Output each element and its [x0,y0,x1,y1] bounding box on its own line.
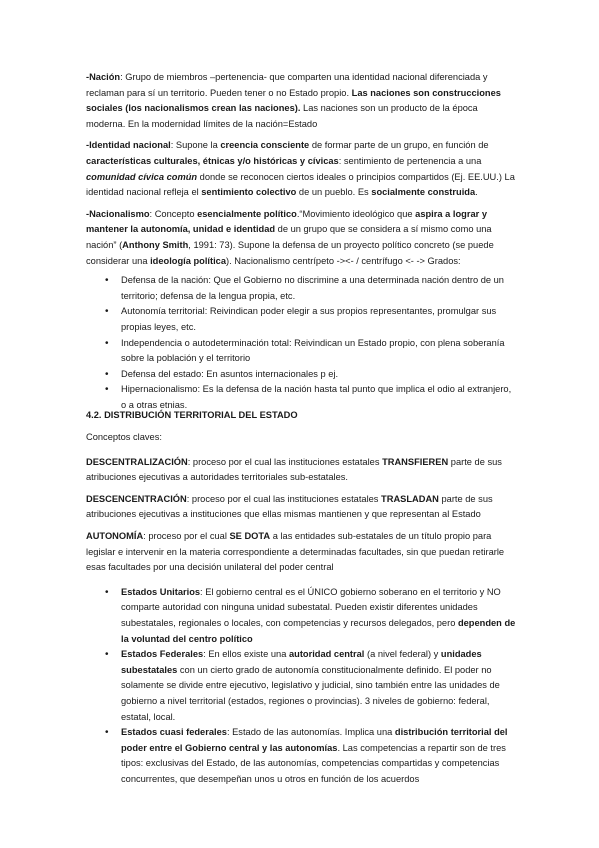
text-run: Las naciones son construcciones sociales (los nacionalismos crean las naciones). [86,87,501,114]
text-run: : Grupo de miembros –pertenencia- que comparten una identidad nacional diferenciada y reclaman para sí un territorio. Pueden tener o no Estado propio. [86,72,488,98]
text-run: : Supone la [170,140,221,151]
document-page [86,70,516,788]
text-run: donde se reconocen ciertos ideales o principios compartidos (Ej. EE.UU.) La identidad nacional refleja el [86,171,515,198]
text-run: -Nacionalismo [86,208,150,219]
text-run: Estados Federales [121,649,204,660]
text-run: creencia consciente [220,140,310,151]
text-run: de un pueblo. Es [296,187,372,198]
text-run: a las entidades sub-estatales de un título propio para legislar e intervenir en la materia correspondiente a determinadas facultades, sin que puedan retirarle esas facultades por una decisión unilateral del poder central [86,531,505,573]
paragraph-identidad-nacional [86,138,516,200]
text-run: socialmente construida [371,187,476,198]
list-item-estados-unitarios [121,585,516,647]
text-run: : sentimiento de pertenencia a una [338,155,482,166]
definition-descentralizacion [86,455,516,486]
text-run: -Identidad nacional [86,140,171,151]
list-item: • Defensa del estado: En asuntos internacionales p ej. [121,367,516,383]
text-run: DESCENCENTRACIÓN [86,493,187,504]
text-run: . Las competencias a repartir son de tres tipos: exclusivas del Estado, de las autonomías, competencias compartidas y competencias concurrentes, que desempeñan unos u otros en función de los acuerdos [121,742,506,784]
text-run: : En ellos existe una [203,649,289,660]
text-run: : proceso por el cual las instituciones estatales [187,456,383,467]
text-run: comunidad cívica común [86,171,198,182]
list-item: • Hipernacionalismo: Es la defensa de la nación hasta tal punto que implica el odio al extranjero, o a otras etnias. [121,382,516,413]
paragraph-nacion [86,70,516,132]
text-run: con un cierto grado de autonomía constitucionalmente definido. El poder no solamente se divide entre ejecutivo, legislativo y judicial, sino también entre las unidades de gobierno a nivel territorial (estados, regiones o provincias). 3 niveles de gobierno: federal, estatal, local. [121,664,500,722]
text-run: Estados cuasi federales [121,727,227,738]
definition-autonomia [86,529,516,576]
section-heading: 4.2. DISTRIBUCIÓN TERRITORIAL DEL ESTADO [86,410,298,421]
list-item: • Autonomía territorial: Reivindican poder elegir a sus propios representantes, promulgar sus propias leyes, etc. [121,304,516,335]
text-run: ). Nacionalismo centrípeto -><- / centrífugo <- -> Grados: [226,255,461,266]
text-run: : El gobierno central es el ÚNICO gobierno soberano en el territorio y NO comparte autoridad con ninguna unidad subestatal. Pueden existir diferentes unidades subestatales, regionales o locales, con competencias y recursos delegados, pero [121,586,501,628]
text-run: de un grupo que se considera a sí mismo como una nación” ( [86,224,492,250]
estados-list [86,585,516,788]
text-run: Anthony Smith [122,239,189,250]
text-run: . [475,187,478,198]
text-run: características culturales, étnicas y/o históricas y cívicas [86,155,339,166]
text-run: ideología política [150,255,227,266]
text-run: , 1991: 73). Supone la defensa de un proyecto político concreto (se puede considerar una [86,239,494,266]
paragraph-nacionalismo [86,207,516,269]
text-run: : proceso por el cual las instituciones estatales [186,493,382,504]
text-run: TRASLADAN [381,493,439,504]
text-run: Estados Unitarios [121,586,201,597]
conceptos-label: Conceptos claves: [86,432,162,443]
text-run: SE DOTA [229,531,271,542]
text-run: DESCENTRALIZACIÓN [86,456,188,467]
text-run: dependen de la voluntad del centro político [121,618,516,644]
text-run: Las naciones son un producto de la época moderna. En la modernidad límites de la nación=Estado [86,103,478,129]
text-run: : Estado de las autonomías. Implica una [226,727,395,738]
text-run: TRANSFIEREN [382,456,449,467]
list-item-estados-cuasi-federales [121,725,516,787]
text-run: AUTONOMÍA [86,531,144,542]
text-run: -Nación [86,72,121,82]
text-run: aspira a lograr y mantener la autonomía, unidad e identidad [86,208,487,235]
list-item-estados-federales [121,647,516,725]
grados-list [86,273,516,413]
list-item: • Defensa de la nación: Que el Gobierno no discrimine a una determinada nación dentro de un territorio; defensa de la lengua propia, etc. [121,273,516,304]
text-run: parte de sus atribuciones ejecutivas a instituciones que ellas mismas mantienen y que representan al Estado [86,493,493,520]
text-run: autoridad central [288,649,365,660]
text-run: distribución territorial del poder entre el Gobierno central y las autonomías [121,727,508,753]
text-run: : Concepto [149,208,198,219]
definition-desconcentracion [86,492,516,523]
text-run: sentimiento colectivo [201,187,297,198]
text-run: (a nivel federal) y [364,649,441,660]
text-run: unidades subestatales [121,649,482,675]
text-run: .“Movimiento ideológico que [296,208,416,219]
list-item: • Independencia o autodeterminación total: Reivindican un Estado propio, con plena soberanía sobre la población y el territorio [121,336,516,367]
text-run: : proceso por el cual [143,531,230,542]
text-run: esencialmente político [197,208,297,219]
text-run: parte de sus atribuciones ejecutivas a autoridades territoriales sub-estatales. [86,456,502,483]
text-run: de formar parte de un grupo, en función de [309,140,489,151]
